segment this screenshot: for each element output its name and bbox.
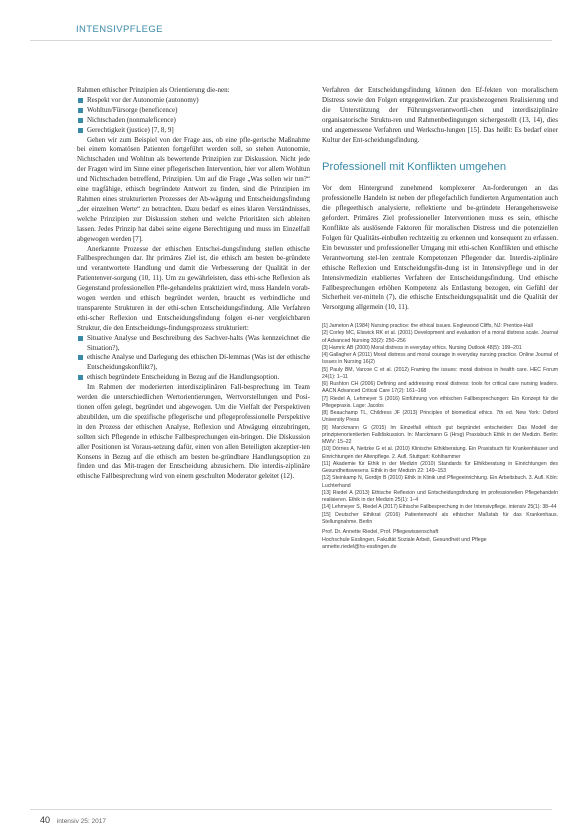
- body-paragraph: Anerkannte Prozesse der ethischen Entschei-dungsfindung stellen ethische Fallbesprechungen dar. Ihr primäres Ziel ist, die ethisch am besten be-gründete und verantwortete Handlung und damit die Verbesserung der Qualität in der Patientenver-sorgung (10, 11). Um zu gewährleisten, dass ethi-sche Reflexion als Gegenstand professionellen Pfle-gehandelns praktiziert wird, muss Handeln vorab-wogen werden und ethisch begründet werden, braucht es verbindliche und transparente Strukturen in der ethi-schen Entscheidungsfindung. Alle Verfahren ethi-scher Reflexion und Entscheidungsfindung folgen ei-ner vergleichbaren Struktur, die den Entscheidungs-findungsprozess strukturiert:: [77, 244, 310, 332]
- left-column: [77, 86, 310, 482]
- reference-item: [15] Deutscher Ethikrat (2016) Patientenwohl als ethischer Maßstab für das Krankenhaus. Stellungnahme. Berlin: [322, 511, 558, 525]
- list-item: Situative Analyse und Beschreibung des Sachver-halts (Was kennzeichnet die Situation?),: [77, 334, 310, 354]
- reference-item: [2] Corley MC, Elswick RK et al. (2001) Development and evaluation of a moral distress scale. Journal of Advanced Nursing 33(2): 250–256: [322, 330, 558, 344]
- journal-info: intensiv 25: 2017: [56, 818, 106, 825]
- section-heading: Professionell mit Konflikten umgehen: [322, 161, 507, 174]
- reference-item: [6] Rushton CH (2006) Defining and addressing moral distress: tools for critical care nursing leaders. AACN Advanced Critical Care 17(2): 161–168: [322, 381, 558, 395]
- author-name: Prof. Dr. Annette Riedel, Prof. Pflegewissenschaft: [322, 529, 439, 536]
- author-email: annette.riedel@hs-esslingen.de: [322, 543, 397, 550]
- author-info: [322, 529, 558, 551]
- page-number: 40: [40, 815, 51, 825]
- body-paragraph: Verfahren der Entscheidungsfindung können den Ef-fekten von moralischem Distress sowie den Folgen entgegenwirken. Zur praxisbezogenen Realisierung und die Unterstützung der Führungsverantwortli-chen und interdisziplinäre organisatorische Struktu-ren und Rahmenbedingungen sichergestellt (13, 14), dies und angemessene Verfahren und Werkschu-lungen [15]. Das heißt: Es bedarf einer Kultur der Ent-scheidungsfindung.: [322, 86, 558, 144]
- intro-text: Rahmen ethischer Prinzipien als Orientierung die-nen:: [77, 86, 230, 94]
- body-paragraph: Gehen wir zum Beispiel von der Frage aus, ob eine pfle-gerische Maßnahme bei einem komatösen Patienten fortgeführt werden soll, so stehen Autonomie, Nichtschaden und Wohltun als bewertende Prinzipien zur Diskussion. Nicht jede der Fragen wird im Sinne einer pflegerischen Intervention, hier vor allem Wohltun und Nichtschaden betreffend, Prinzipien. Um auf die Frage „Was sollen wir tun?“ eine tragfähige, ethisch begründete Antwort zu finden, sind die Prinzipien im Rahmen eines strukturierten Prozesses der Ab-wägung und Entscheidungsfindung „der einzelnen Werte“ zu betrachten. Dazu bedarf es eines klaren Verständnisses, welche Prinzipien zur Diskussion stehen und welche Prioritäten sich ableiten lassen. Jedes Prinzip hat dabei seine eigene Berechtigung und muss im Einzelfall abgewogen werden [7].: [77, 135, 310, 243]
- list-item: Wohltun/Fürsorge (beneficence): [77, 106, 310, 116]
- reference-item: [9] Marckmann G (2015) Im Einzelfall ethisch gut begründet entscheiden: Das Modell der prinzipienorientierten Falldiskussion. In: Marckmann G (Hrsg) Praxisbuch Ethik in der Medizin. Berlin: MWV: 15–22: [322, 424, 558, 446]
- principles-list: [77, 96, 310, 136]
- reference-item: [3] Hamric AB (2000) Moral distress in everyday ethics. Nursing Outlook 48(5): 199–201: [322, 344, 522, 351]
- reference-item: [14] Lehmeyer S, Riedel A (2017) Ethische Fallbesprechung in der Intensivpflege. intensiv 25(1): 38–44: [322, 504, 557, 511]
- reference-item: [7] Riedel A, Lehmeyer S (2016) Einführung von ethischen Fallbesprechungen: Ein Konzept für die Pflegepraxis. Lage: Jacobs: [322, 395, 558, 409]
- body-paragraph: Im Rahmen der moderierten interdisziplinären Fall-besprechung im Team werden die unterschiedlichen Wertorientierungen, Wertvorstellungen und Posi-tionen offen gelegt, begründet und abgewogen. Um die Vielfalt der Perspektiven abzubilden, um die spezifische pflegerische und pflegeprofessionelle Perspektive in den Prozess der ethischen Analyse, Reflexion und Abwägung einzubringen, sollten sich Pflegende in ethische Fallbesprechungen ein-bringen. Die Diskussion aller Positionen ist Voraus-setzung dafür, einen von allen Beteiligten akzeptier-ten Konsens in Bezug auf die ethisch am besten be-gründbare Handlungsoption zu finden und das Mit-tragen der Entscheidung abzusichern. Die interdis-ziplinäre ethische Fallbesprechung wird von einem geschulten Moderator geleitet (12).: [77, 383, 310, 481]
- page-footer: [40, 815, 106, 825]
- reference-item: [1] Jameton A (1984) Nursing practice: the ethical issues. Englewood Cliffs, NJ: Prentice-Hall: [322, 323, 533, 330]
- reference-item: [12] Steinkamp N, Gordijn B (2010) Ethik in Klinik und Pflegeeinrichtung. Ein Arbeitsbuch. 3. Aufl. Köln: Luchterhand: [322, 475, 558, 489]
- list-item: ethisch begründete Entscheidung in Bezug auf die Handlungsoption.: [77, 373, 310, 383]
- section-header: INTENSIVPFLEGE: [76, 24, 163, 35]
- reference-item: [10] Dörries A, Neitzke G et al. (2010) Klinische Ethikberatung. Ein Praxisbuch für Krankenhäuser und Einrichtungen der Altenpflege. 2. Aufl. Stuttgart: Kohlhammer: [322, 446, 558, 460]
- list-item: Respekt vor der Autonomie (autonomy): [77, 96, 310, 106]
- reference-item: [5] Pauly BM, Varcoe C et al. (2012) Framing the issues: moral distress in health care. HEC Forum 24(1): 1–11: [322, 366, 558, 380]
- references-list: [322, 323, 558, 526]
- right-column: [322, 86, 558, 551]
- header-rule: [30, 40, 552, 41]
- footer-rule: [30, 809, 552, 810]
- body-paragraph: Vor dem Hintergrund zunehmend komplexerer An-forderungen an das professionelle Handeln ist neben der pflegefachlich fundierten Argumentation auch die pflegeethisch analysierte, reflektierte und be-gründete Herangehensweise gefordert. Primäres Ziel professioneller Interventionen muss es sein, ethische Konflikte als auslösende Faktoren für moralischen Distress und die potenziellen Folgen für Qualitäts-einbußen rechtzeitig zu erkennen und konsequent zu erfassen. Ein bewusster und professioneller Umgang mit ethi-schen Konflikten und ethische Verantwortung stel-len zentrale Kompetenzen Pflegender dar. Interdis-ziplinäre ethische Reflexion und Entscheidungsfin-dung ist in Intensivpflege und in der Intensivmedizin etabliertes Verfahren der Entscheidungsfindung. Und ethische Fallbesprechungen erhöhen Kompetenz als Entlastung bezogen, ein Gefühl der Sicherheit ver-mitteln (7), die ethische Entscheidungsqualität und die Qualität der Versorgung allgemein (10, 11).: [322, 184, 558, 312]
- author-affiliation: Hochschule Esslingen, Fakultät Soziale Arbeit, Gesundheit und Pflege: [322, 536, 487, 543]
- process-steps-list: [77, 334, 310, 384]
- reference-item: [11] Akademie für Ethik in der Medizin (2010) Standards für Ethikberatung in Einrichtungen des Gesundheitswesens. Ethik in der Medizin 22: 149–153: [322, 460, 558, 475]
- reference-item: [8] Beauchamp TL, Childress JF (2013) Principles of biomedical ethics. 7th ed. New York: Oxford University Press: [322, 410, 558, 424]
- reference-item: [13] Riedel A (2013) Ethische Reflexion und Entscheidungsfindung im professionellen Pflegehandeln realisieren. Ethik in der Medizin 25(1): 1–4: [322, 489, 558, 504]
- list-item: ethische Analyse und Darlegung des ethischen Di-lemmas (Was ist der ethische Entscheidungskonflikt?),: [77, 353, 310, 373]
- reference-item: [4] Gallagher A (2011) Moral distress and moral courage in everyday nursing practice. Online Journal of Issues in Nursing 16(2): [322, 352, 558, 366]
- list-item: Gerechtigkeit (justice) [7, 8, 9]: [77, 126, 310, 136]
- list-item: Nichtschaden (nonmaleficence): [77, 116, 310, 126]
